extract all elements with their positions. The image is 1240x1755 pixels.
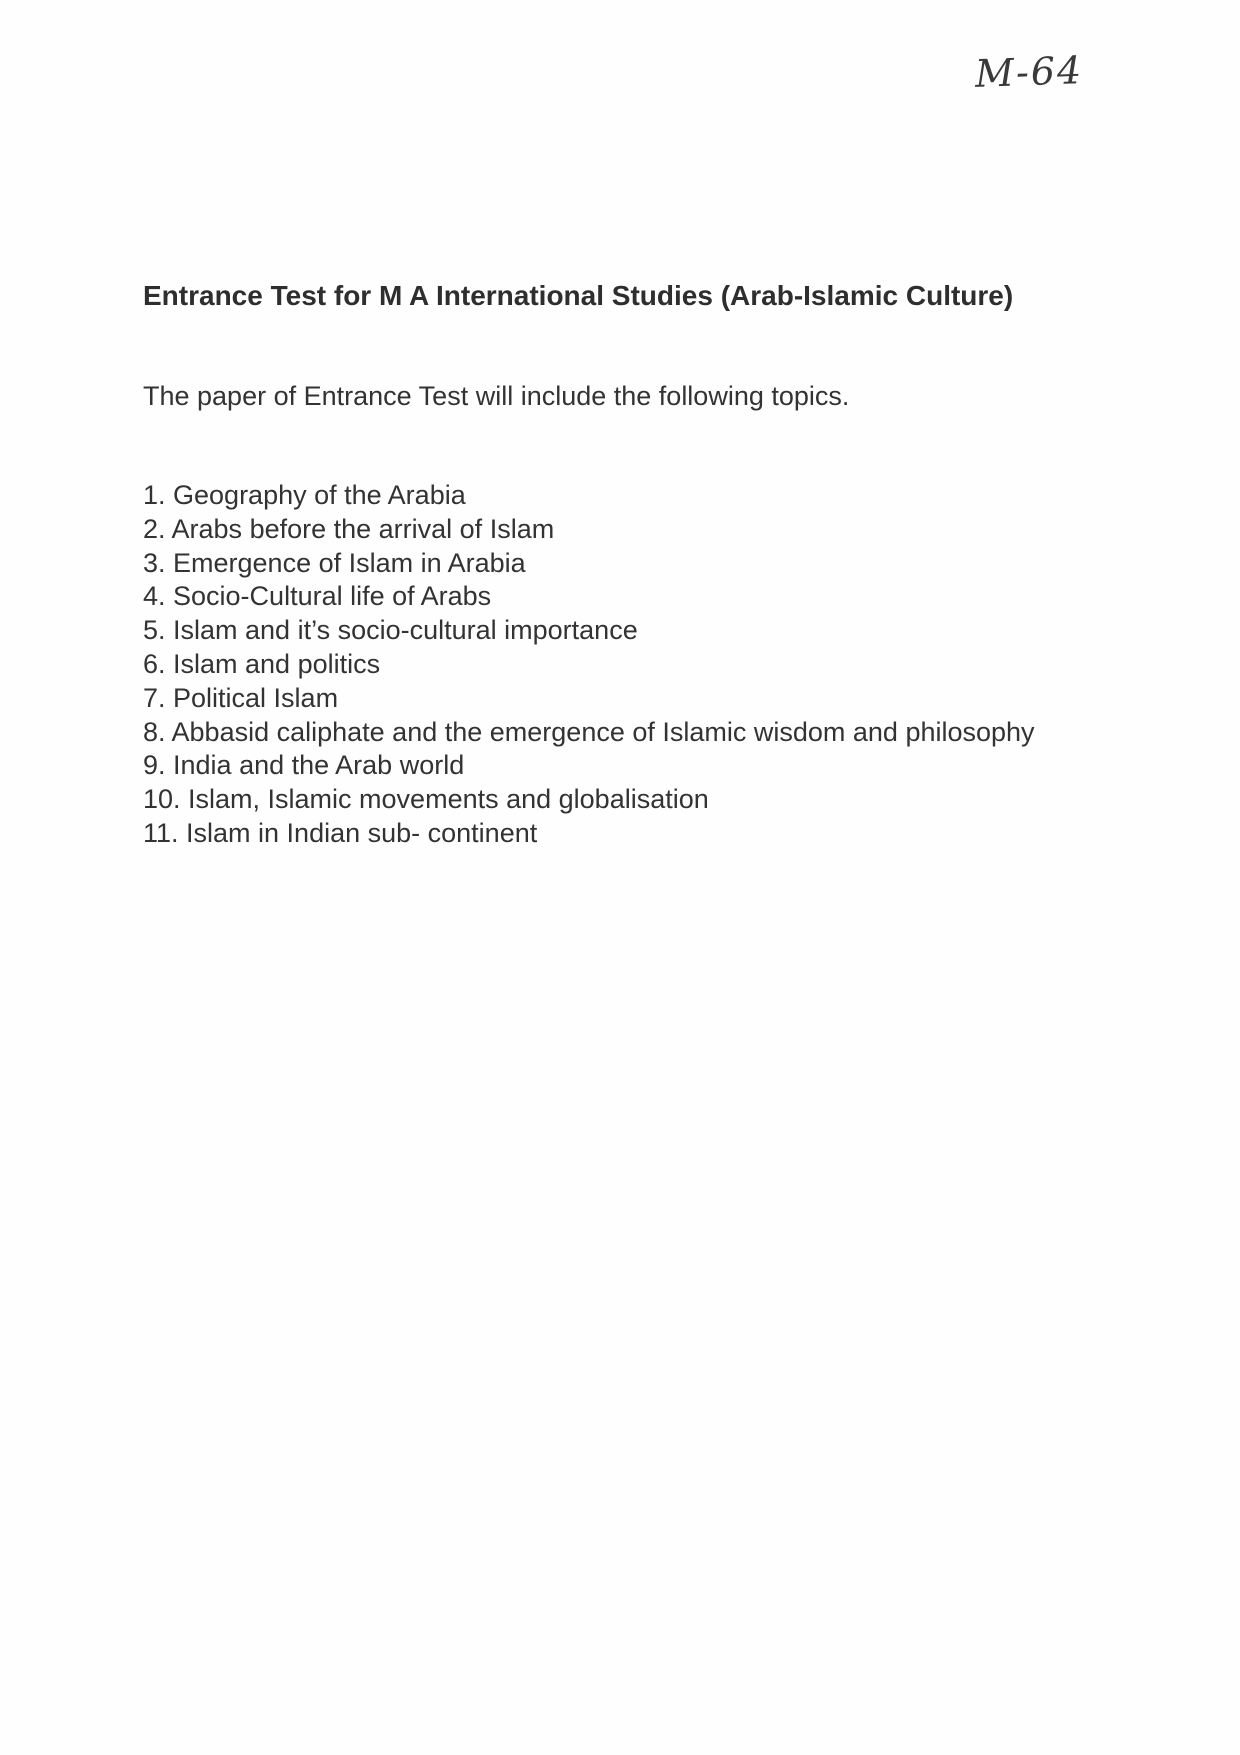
list-item: 5. Islam and it’s socio-cultural importance xyxy=(143,615,638,646)
list-item: 4. Socio-Cultural life of Arabs xyxy=(143,581,492,612)
list-item: 10. Islam, Islamic movements and globalisation xyxy=(143,784,709,815)
handwritten-page-ref: M-64 xyxy=(974,48,1084,96)
intro-text: The paper of Entrance Test will include the following topics. xyxy=(143,381,850,411)
list-item: 7. Political Islam xyxy=(143,682,339,713)
list-item: 3. Emergence of Islam in Arabia xyxy=(143,547,526,578)
topic-list xyxy=(143,479,1043,851)
list-item: 6. Islam and politics xyxy=(143,648,381,679)
list-item: 1. Geography of the Arabia xyxy=(143,480,466,510)
list-item: 8. Abbasid caliphate and the emergence of Islamic wisdom and philosophy xyxy=(143,716,1035,747)
list-item: 11. Islam in Indian sub- continent xyxy=(143,817,538,848)
list-item: 2. Arabs before the arrival of Islam xyxy=(143,513,555,544)
list-item: 9. India and the Arab world xyxy=(143,750,465,781)
document-title: Entrance Test for M A International Studies (Arab-Islamic Culture) xyxy=(143,280,1014,311)
